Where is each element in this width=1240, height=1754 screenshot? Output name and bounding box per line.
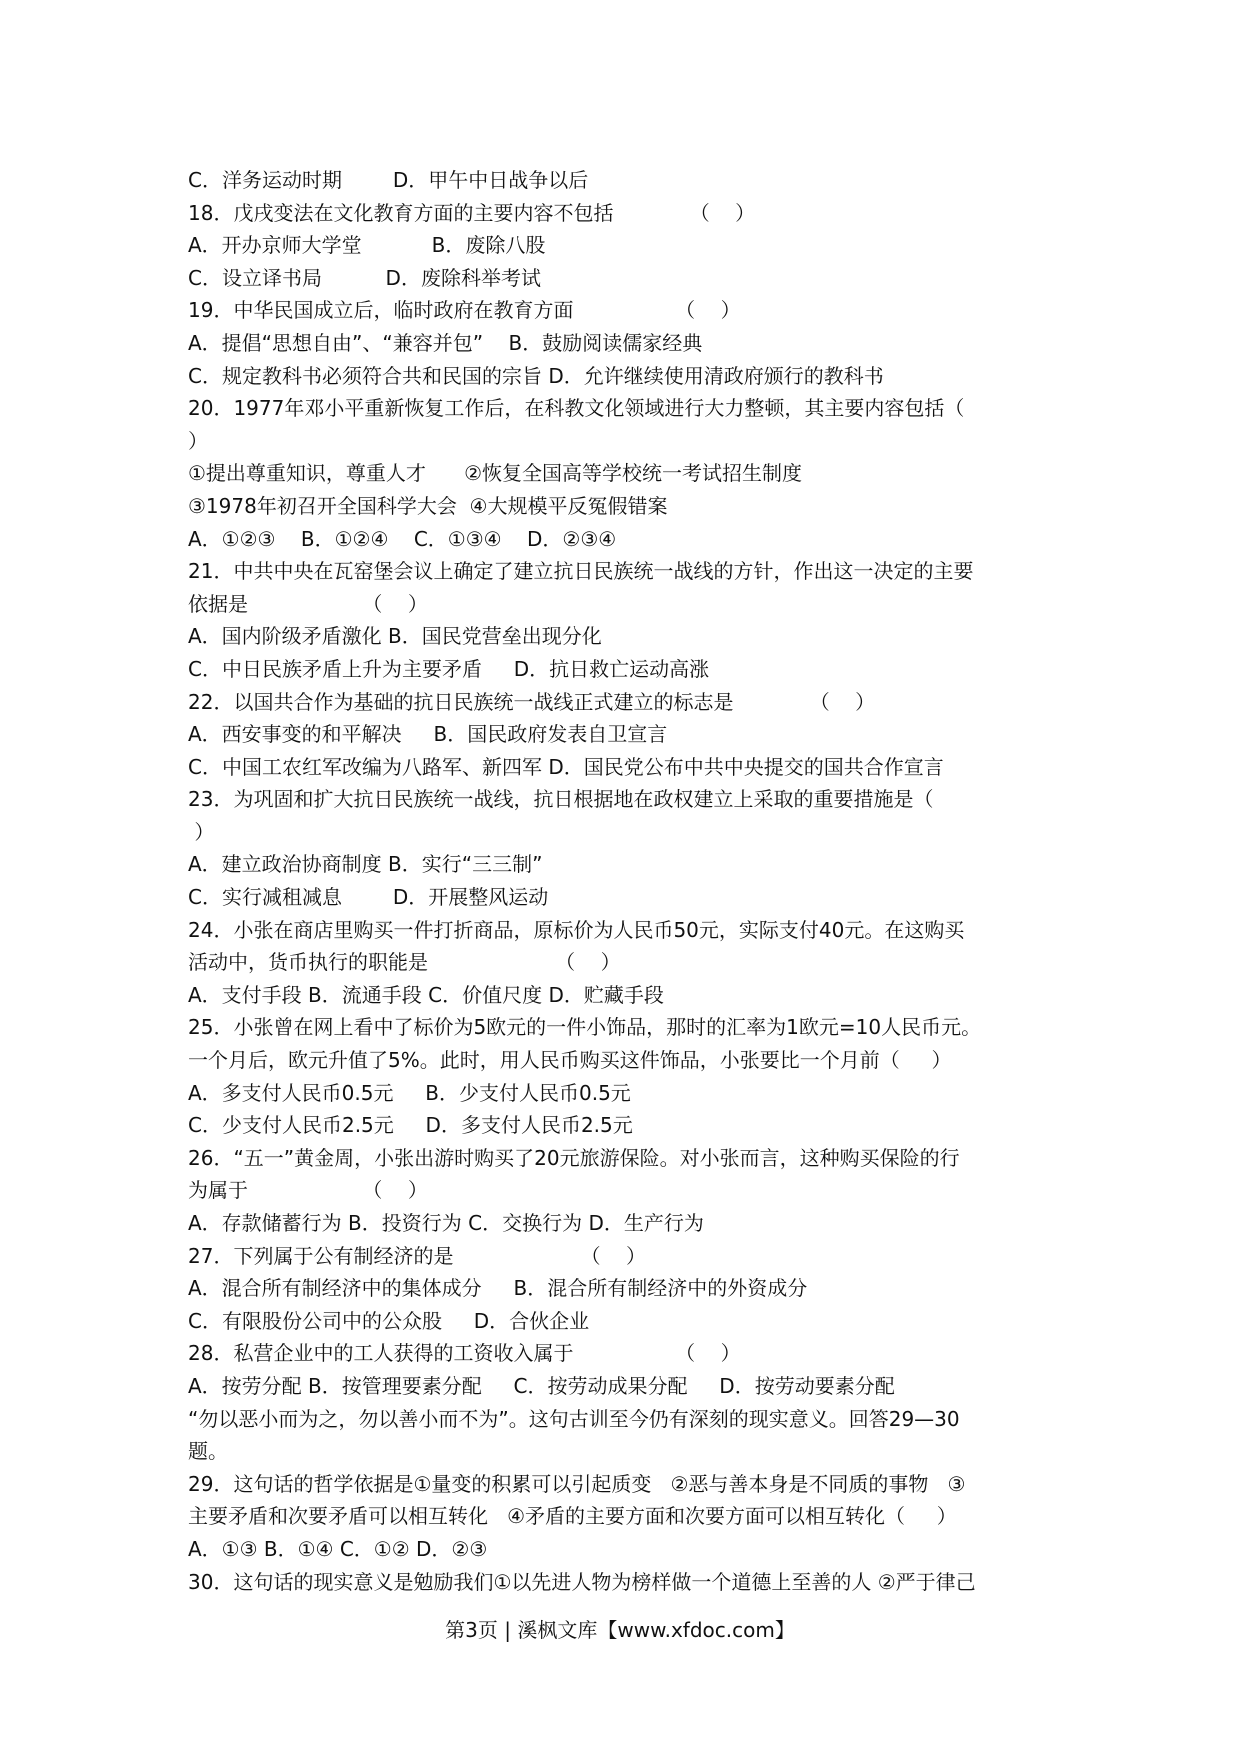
text-line: A．国内阶级矛盾激化 B．国民党营垒出现分化 [188,624,602,649]
text-line: 一个月后，欧元升值了5%。此时，用人民币购买这件饰品，小张要比一个月前（ ） [188,1048,952,1073]
text-line: 28．私营企业中的工人获得的工资收入属于 （ ） [188,1341,741,1366]
text-line: A．提倡“思想自由”、“兼容并包” B．鼓励阅读儒家经典 [188,330,703,355]
text-line: 23．为巩固和扩大抗日民族统一战线，抗日根据地在政权建立上采取的重要措施是（ [188,787,934,812]
text-line: “勿以恶小而为之，勿以善小而不为”。这句古训至今仍有深刻的现实意义。回答29—30 [188,1406,960,1431]
text-line: 题。 [188,1439,228,1464]
text-line: A．建立政治协商制度 B．实行“三三制” [188,852,543,877]
text-line: 为属于 （ ） [188,1178,428,1203]
text-line: A．存款储蓄行为 B．投资行为 C．交换行为 D．生产行为 [188,1211,704,1235]
page-footer: 第3页 | 溪枫文库【www.xfdoc.com】 [445,1618,795,1642]
text-line: 24．小张在商店里购买一件打折商品，原标价为人民币50元，实际支付40元。在这购买 [188,917,965,942]
text-line: ③1978年初召开全国科学大会 ④大规模平反冤假错案 [188,493,668,518]
text-line: ） [188,819,215,844]
text-line: ①提出尊重知识，尊重人才 ②恢复全国高等学校统一考试招生制度 [188,461,803,486]
text-line: 主要矛盾和次要矛盾可以相互转化 ④矛盾的主要方面和次要方面可以相互转化（ ） [188,1504,957,1529]
text-line: A．多支付人民币0.5元 B．少支付人民币0.5元 [188,1080,631,1105]
text-line: 18．戊戌变法在文化教育方面的主要内容不包括 （ ） [188,200,756,225]
text-line: A．混合所有制经济中的集体成分 B．混合所有制经济中的外资成分 [188,1276,808,1301]
text-line: 21．中共中央在瓦窑堡会议上确定了建立抗日民族统一战线的方针，作出这一决定的主要 [188,559,974,584]
text-line: C．中日民族矛盾上升为主要矛盾 D．抗日救亡运动高涨 [188,656,710,681]
text-line: 29．这句话的哲学依据是①量变的积累可以引起质变 ②恶与善本身是不同质的事物 ③ [188,1471,966,1496]
text-line: 20．1977年邓小平重新恢复工作后，在科教文化领域进行大力整顿，其主要内容包括（ [188,396,965,421]
text-line: A．①②③ B．①②④ C．①③④ D．②③④ [188,526,617,551]
text-line: 26．“五一”黄金周，小张出游时购买了20元旅游保险。对小张而言，这种购买保险的行 [188,1145,960,1170]
text-line: C．少支付人民币2.5元 D．多支付人民币2.5元 [188,1113,633,1138]
text-line: C．洋务运动时期 D．甲午中日战争以后 [188,168,589,192]
text-line: ） [188,428,208,453]
text-line: 22．以国共合作为基础的抗日民族统一战线正式建立的标志是 （ ） [188,689,876,714]
text-line: A．按劳分配 B．按管理要素分配 C．按劳动成果分配 D．按劳动要素分配 [188,1373,895,1398]
text-line: C．规定教科书必须符合共和民国的宗旨 D．允许继续使用清政府颁行的教科书 [188,363,884,388]
text-line: A．西安事变的和平解决 B．国民政府发表自卫宣言 [188,722,668,747]
text-line: 27．下列属于公有制经济的是 （ ） [188,1243,647,1268]
text-line: C．中国工农红军改编为八路军、新四军 D．国民党公布中共中央提交的国共合作宣言 [188,754,944,779]
text-line: A．①③ B．①④ C．①② D．②③ [188,1536,488,1561]
text-line: 30．这句话的现实意义是勉励我们①以先进人物为榜样做一个道德上至善的人 ②严于律己 [188,1569,976,1594]
text-line: 依据是 （ ） [188,591,428,616]
text-line: C．设立译书局 D．废除科举考试 [188,265,541,290]
document-body [188,164,1070,1598]
text-line: C．实行减租减息 D．开展整风运动 [188,885,549,910]
text-line: C．有限股份公司中的公众股 D．合伙企业 [188,1308,590,1333]
text-line: A．开办京师大学堂 B．废除八股 [188,233,546,258]
text-line: 19．中华民国成立后，临时政府在教育方面 （ ） [188,298,741,323]
text-line: 活动中，货币执行的职能是 （ ） [188,950,621,975]
text-line: A．支付手段 B．流通手段 C．价值尺度 D．贮藏手段 [188,982,664,1007]
text-line: 25．小张曾在网上看中了标价为5欧元的一件小饰品，那时的汇率为1欧元=10人民币元。 [188,1015,982,1040]
